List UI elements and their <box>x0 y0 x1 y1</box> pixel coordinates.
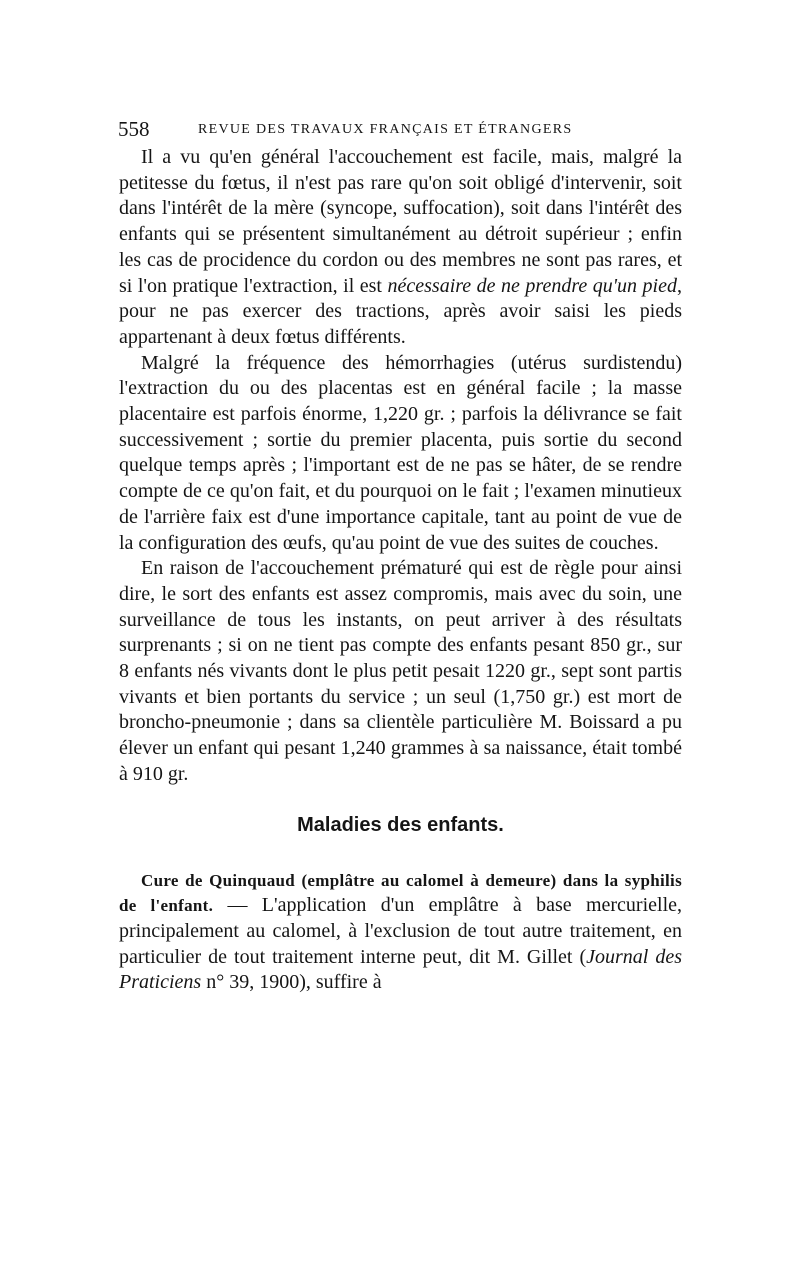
paragraph-delivery-emphasis: nécessaire de ne prendre qu'un pied <box>387 274 677 297</box>
paragraph-placenta: Malgré la fréquence des hémorrhagies (utérus surdistendu) l'extraction du ou des placentas est en général facile ; la masse placentaire est parfois énorme, 1,220 gr. ; parfois la délivrance se fait successivement ; sortie du premier placenta, puis sortie du second quelque temps après ; l'important est de ne pas se hâter, de se rendre compte de ce qu'on fait, et du pourquoi on le fait ; l'examen minutieux de l'arrière faix est d'une importance capitale, tant au point de vue de la configuration des œufs, qu'au point de vue des suites de couches. <box>119 351 682 554</box>
running-title: REVUE DES TRAVAUX FRANÇAIS ET ÉTRANGERS <box>198 122 573 137</box>
paragraph-delivery-text-2: , pour ne pas exercer des tractions, après avoir saisi les pieds appartenant à deux fœtus différents. <box>119 274 682 348</box>
journal-name: Journal des Praticiens <box>119 945 682 994</box>
text-column <box>119 145 682 996</box>
running-head <box>118 117 684 141</box>
page-number: 558 <box>118 117 150 141</box>
section-heading: Maladies des enfants. <box>297 813 504 836</box>
paragraph-premature: En raison de l'accouchement prématuré qui est de règle pour ainsi dire, le sort des enfants est assez compromis, mais avec du soin, une surveillance de tous les instants, on peut arriver à des résultats surprenants ; si on ne tient pas compte des enfants pesant 850 gr., sur 8 enfants nés vivants dont le plus petit pesait 1220 gr., sept sont partis vivants et bien portants du service ; un seul (1,750 gr.) est mort de broncho-pneumonie ; dans sa clientèle particulière M. Boissard a pu élever un enfant qui pesant 1,240 grammes à sa naissance, était tombé à 910 gr. <box>119 557 682 785</box>
paragraph-delivery <box>119 145 682 351</box>
article-title: Cure de Quinquaud (emplâtre au calomel à demeure) dans la syphilis de l'enfant. <box>119 870 682 916</box>
article-paragraph <box>119 868 682 997</box>
paragraph-delivery-text-1: Il a vu qu'en général l'accouchement est facile, mais, malgré la petitesse du fœtus, il n'est pas rare qu'on soit obligé d'intervenir, soit dans l'intérêt de la mère (syncope, suffocation), soit dans l'intérêt des enfants qui se présentent simultanément au détroit supérieur ; enfin les cas de procidence du cordon ou des membres ne sont pas rares, et si l'on pratique l'extraction, il est <box>119 146 682 297</box>
article-text-2: n° 39, 1900), suffire à <box>201 971 382 994</box>
article-text-1: — L'application d'un emplâtre à base mercurielle, principalement au calomel, à l'exclusion de tout autre traitement, en particulier de tout traitement interne peut, dit M. Gillet ( <box>119 894 682 968</box>
